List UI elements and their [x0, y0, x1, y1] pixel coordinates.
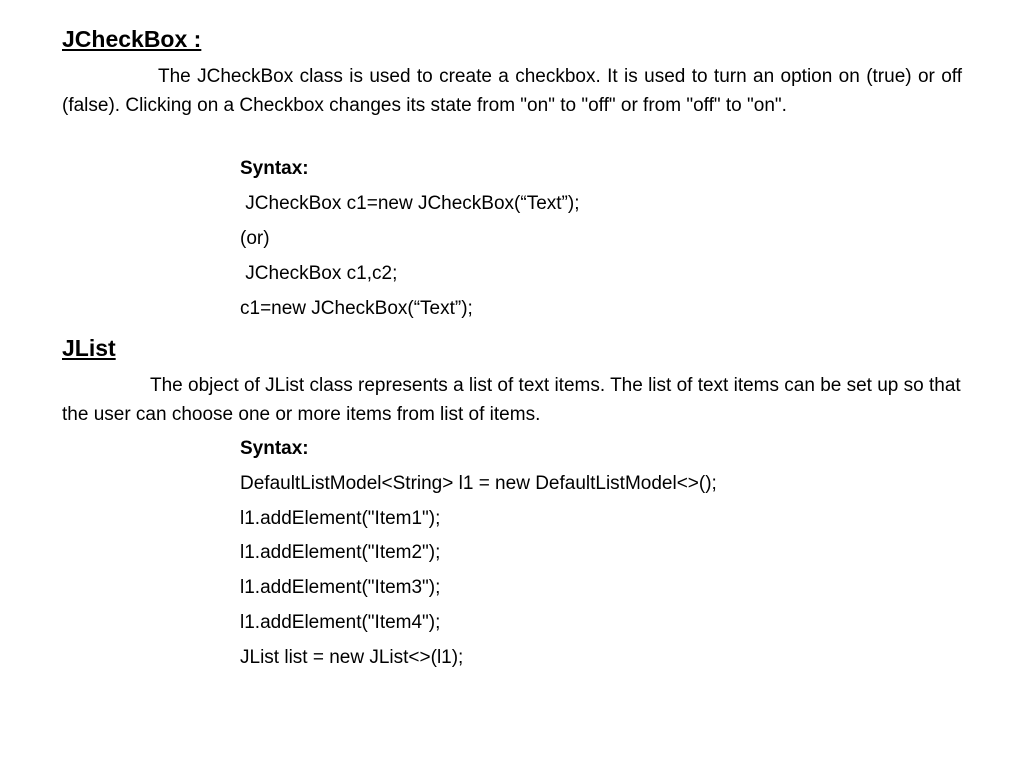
- jcheckbox-syntax-label: Syntax:: [240, 158, 309, 179]
- jcheckbox-description-text: The JCheckBox class is used to create a checkbox. It is used to turn an option on (true) or off (false). Clicking on a Checkbox changes its state from "on" to "off" or from "off" to "on".: [62, 66, 962, 116]
- jlist-description-text: The object of JList class represents a list of text items. The list of text items can be set up so that the user can choose one or more items from list of items.: [62, 375, 961, 425]
- jlist-code-line: JList list = new JList<>(l1);: [240, 647, 464, 668]
- jcheckbox-heading: JCheckBox :: [62, 26, 202, 52]
- jcheckbox-code-line: c1=new JCheckBox(“Text”);: [240, 298, 473, 319]
- jcheckbox-code-line: JCheckBox c1=new JCheckBox(“Text”);: [240, 193, 580, 214]
- jlist-code-line: l1.addElement("Item2");: [240, 542, 441, 563]
- jcheckbox-code-line: (or): [240, 228, 270, 249]
- jlist-code-line: l1.addElement("Item4");: [240, 612, 441, 633]
- jlist-syntax-label: Syntax:: [240, 438, 309, 459]
- jlist-description: [62, 371, 962, 429]
- jlist-code-line: l1.addElement("Item3");: [240, 577, 441, 598]
- jlist-code-line: l1.addElement("Item1");: [240, 508, 441, 529]
- jlist-heading: JList: [62, 335, 116, 361]
- jlist-code-line: DefaultListModel<String> l1 = new DefaultListModel<>();: [240, 473, 717, 494]
- jcheckbox-description: [62, 62, 962, 120]
- jcheckbox-code-line: JCheckBox c1,c2;: [240, 263, 398, 284]
